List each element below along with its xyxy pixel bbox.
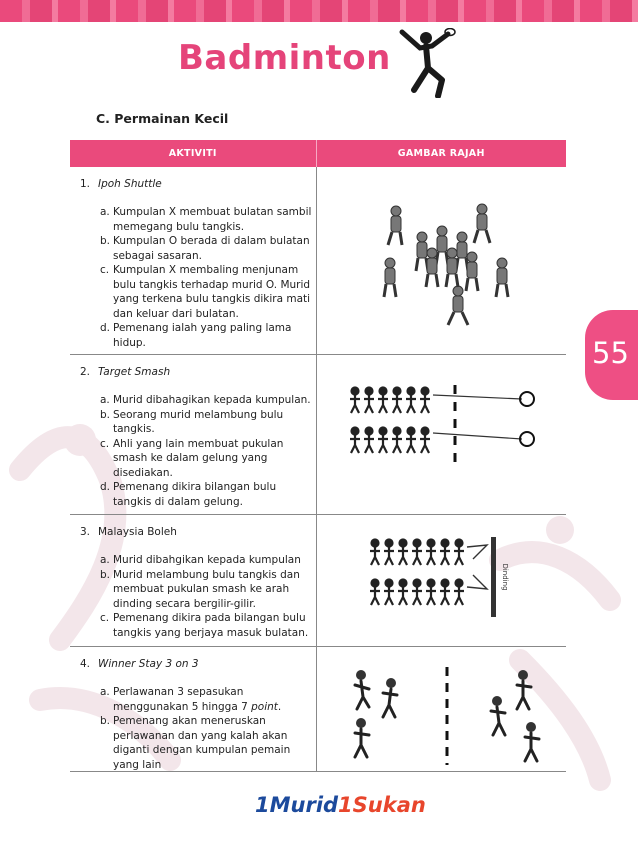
activity-heading [80, 365, 170, 380]
list-item: a. Murid dibahagikan kepada kumpulan. [100, 394, 311, 406]
player-line [350, 428, 430, 454]
player-figure [448, 286, 468, 325]
list-item: d. Pemenang ialah yang paling lama hidup. [100, 322, 292, 349]
activity-table [70, 140, 566, 772]
list-item: b. Seorang murid melambung bulu tangkis. [100, 408, 284, 435]
list-item: d. Pemenang dikira bilangan bulu tangkis di dalam gelung. [100, 481, 277, 508]
ipoh-shuttle-diagram [382, 197, 512, 327]
activity-cell [70, 515, 316, 647]
diagram-cell [316, 647, 566, 772]
list-item: b. Kumpulan O berada di dalam bulatan sebagai sasaran. [100, 235, 310, 262]
row-number: 4. [80, 658, 91, 670]
wall-label: Dinding [500, 563, 509, 591]
row-number: 1. [80, 178, 91, 190]
activity-heading [80, 657, 199, 672]
section-heading: C. Permainan Kecil [96, 111, 229, 126]
player-figure [384, 258, 396, 297]
instruction-list [100, 393, 314, 509]
list-item: c. Kumpulan X membaling menjunam bulu tangkis terhadap murid O. Murid yang terkena bulu tangkis dikira mati dan keluar dari bulatan. [100, 264, 311, 320]
list-item: c. Ahli yang lain membuat pukulan smash ke dalam gelung yang disediakan. [100, 437, 284, 479]
activity-name: Malaysia Boleh [98, 526, 177, 538]
instruction-list [100, 205, 314, 350]
activity-heading [80, 525, 177, 540]
list-item: c. Pemenang dikira pada bilangan bulu tangkis yang berjaya masuk bulatan. [100, 612, 309, 639]
diagram-cell [316, 515, 566, 647]
instruction-list [100, 553, 314, 640]
winner-stay-diagram [347, 665, 557, 765]
table-header-row [70, 140, 566, 167]
list-item: b. Pemenang akan meneruskan perlawanan dan yang kalah akan diganti dengan kumpulan pemain yang lain [100, 715, 291, 771]
player-figure [426, 248, 438, 287]
player-line [350, 388, 430, 414]
activity-name: Ipoh Shuttle [98, 178, 162, 190]
column-header-aktiviti: AKTIVITI [70, 140, 316, 167]
player-figure [446, 248, 458, 287]
activity-name: Winner Stay 3 on 3 [98, 658, 199, 670]
player-figure [416, 232, 428, 271]
row-number: 3. [80, 526, 91, 538]
table-row [70, 355, 566, 515]
malaysia-boleh-diagram [367, 537, 517, 627]
diagram-cell [316, 355, 566, 515]
page-number: 55 [592, 336, 629, 370]
list-item: a. Murid dibahgikan kepada kumpulan [100, 554, 301, 566]
player-figure [388, 206, 402, 245]
1murid-1sukan-logo: 1Murid1Sukan [255, 793, 426, 817]
list-item: b. Murid melambung bulu tangkis dan membuat pukulan smash ke arah dinding secara bergilir-gilir. [100, 568, 300, 610]
diagram-cell [316, 167, 566, 355]
activity-heading [80, 177, 162, 192]
top-decorative-band [0, 0, 638, 22]
list-item: a. Perlawanan 3 sepasukan menggunakan 5 hingga 7 point. [100, 686, 282, 713]
player-figure [436, 226, 448, 265]
table-row [70, 167, 566, 355]
column-header-gambar-rajah: GAMBAR RAJAH [316, 140, 566, 167]
player-figure [474, 204, 490, 243]
instruction-list [100, 685, 314, 772]
badminton-player-icon [398, 28, 460, 98]
player-figure [466, 252, 478, 291]
page-title: Badminton [178, 38, 391, 78]
table-row [70, 647, 566, 772]
player-figure [456, 232, 468, 271]
activity-cell [70, 355, 316, 515]
activity-name: Target Smash [98, 366, 171, 378]
row-number: 2. [80, 366, 91, 378]
table-row [70, 515, 566, 647]
activity-cell [70, 647, 316, 772]
list-item: a. Kumpulan X membuat bulatan sambil memegang bulu tangkis. [100, 206, 312, 233]
target-smash-diagram [347, 385, 547, 465]
player-figure [496, 258, 508, 297]
activity-cell [70, 167, 316, 355]
